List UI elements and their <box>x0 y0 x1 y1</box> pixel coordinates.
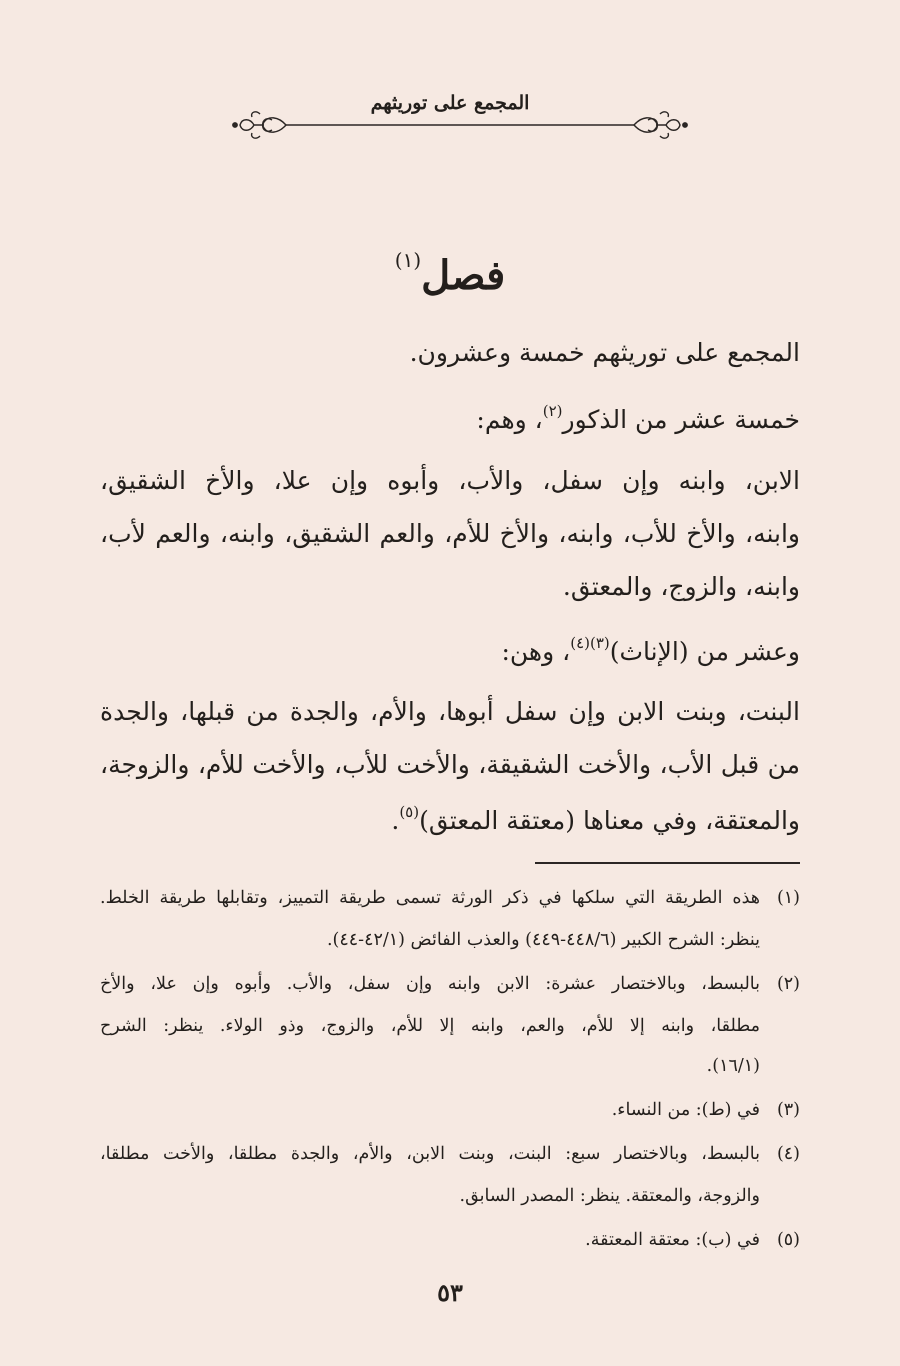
right-flourish-icon <box>634 112 687 138</box>
footnote-4-number: (٤) <box>776 1144 800 1164</box>
section-heading-note-ref: (١) <box>394 248 422 272</box>
footnote-1-line-2: ينظر: الشرح الكبير (٤٤٨/٦-٤٤٩) والعذب الفائض (٤٢/١-٤٤). <box>326 930 760 950</box>
females-line-3 <box>391 803 800 835</box>
males-note-ref: (٢) <box>542 402 563 420</box>
footnote-5-text: في (ب): معتقة المعتقة. <box>585 1230 760 1250</box>
footnote-1-line-1 <box>100 888 800 908</box>
footnote-2-text-1: بالبسط، وبالاختصار عشرة: الابن وابنه وإن سفل، والأب. وأبوه وإن علا، والأخ <box>100 974 760 994</box>
footnote-2-number: (٢) <box>776 974 800 994</box>
footnote-3-text: في (ط): من النساء. <box>611 1100 760 1120</box>
page-number: ٥٣ <box>437 1278 463 1307</box>
section-heading-text: فصل <box>421 252 506 299</box>
footnote-2-line-1 <box>100 974 800 994</box>
males-heading-text: خمسة عشر من الذكور <box>562 405 800 434</box>
males-line-1: الابن، وابنه وإن سفل، والأب، وأبوه وإن علا، والأخ الشقيق، <box>100 466 800 495</box>
footnote-5-number: (٥) <box>776 1230 800 1250</box>
males-heading <box>476 402 800 434</box>
females-note-refs: (٣)(٤) <box>570 634 610 652</box>
footnote-separator <box>535 862 800 864</box>
footnote-4-text-1: بالبسط، وبالاختصار سبع: البنت، وبنت الابن، والأم، والجدة مطلقا، والأخت مطلقا، <box>100 1144 760 1164</box>
females-last-end: . <box>391 806 400 835</box>
footnote-3-number: (٣) <box>776 1100 800 1120</box>
intro-line: المجمع على توريثهم خمسة وعشرون. <box>409 338 800 367</box>
footnote-1-number: (١) <box>776 888 800 908</box>
males-heading-end: ، وهم: <box>476 405 543 434</box>
footnote-1-text-1: هذه الطريقة التي سلكها في ذكر الورثة تسمى طريقة التمييز، وتقابلها طريقة الخلط. <box>100 888 760 908</box>
females-heading-text: وعشر من (الإناث) <box>609 637 800 666</box>
females-heading <box>501 634 800 666</box>
footnote-2-line-2: مطلقا، وابنه إلا للأم، والعم، وابنه إلا للأم، والزوج، وذو الولاء. ينظر: الشرح <box>100 1016 760 1036</box>
females-last-note-ref: (٥) <box>399 803 420 821</box>
footnote-2-line-3: (١٦/١). <box>706 1056 760 1076</box>
footnote-4-line-2: والزوجة، والمعتقة. ينظر: المصدر السابق. <box>459 1186 760 1206</box>
footnote-5 <box>585 1230 800 1250</box>
males-line-2: وابنه، والأخ للأب، وابنه، والأخ للأم، والعم الشقيق، وابنه، والعم لأب، <box>100 519 800 548</box>
running-header-title: المجمع على توريثهم <box>370 92 530 114</box>
section-heading <box>350 248 550 299</box>
females-line-1: البنت، وبنت الابن وإن سفل أبوها، والأم، والجدة من قبلها، والجدة <box>100 697 800 726</box>
females-heading-end: ، وهن: <box>501 637 571 666</box>
header-ornament-rule <box>230 108 690 142</box>
females-line-2: من قبل الأب، والأخت الشقيقة، والأخت للأب، والأخت للأم، والزوجة، <box>100 750 800 779</box>
footnote-3 <box>612 1100 800 1120</box>
left-flourish-icon <box>233 112 286 138</box>
females-last-text: والمعتقة، وفي معناها (معتقة المعتق) <box>419 806 800 835</box>
males-line-3: وابنه، والزوج، والمعتق. <box>562 572 800 601</box>
footnote-4-line-1 <box>100 1144 800 1164</box>
